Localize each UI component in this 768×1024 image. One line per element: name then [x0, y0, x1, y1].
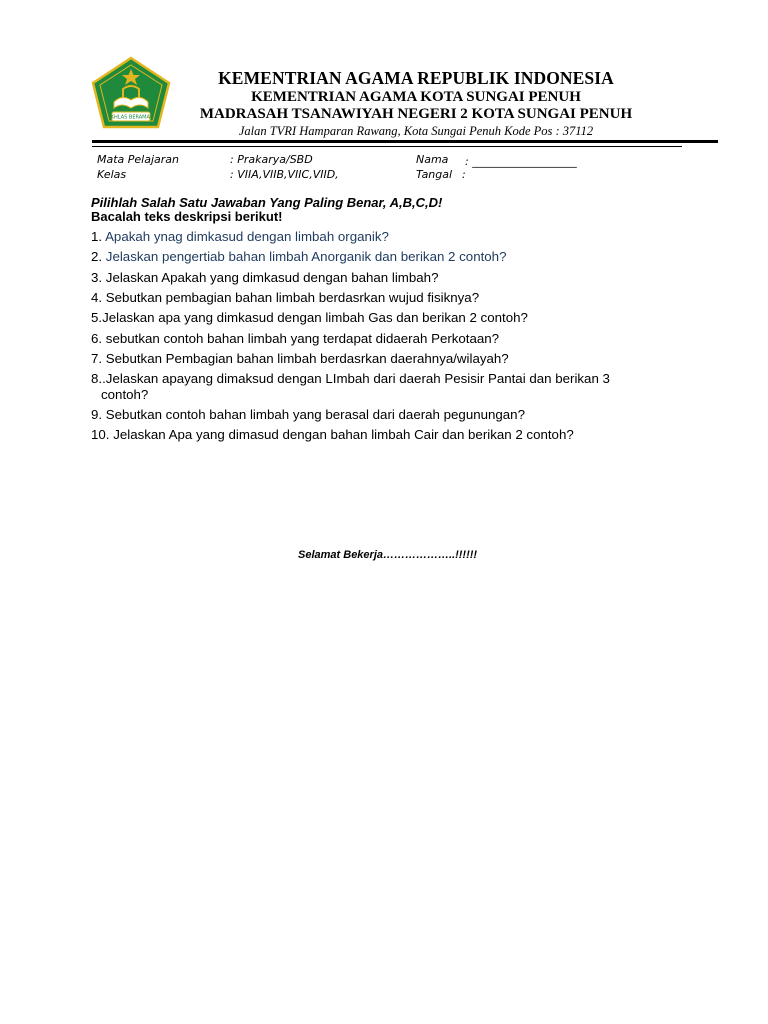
question-text: Apakah ynag dimkasud dengan limbah organik?: [105, 229, 389, 244]
header-divider: [92, 140, 718, 143]
question-item: [91, 407, 666, 423]
question-number: 10.: [91, 427, 110, 442]
instructions: [91, 196, 442, 224]
question-item: [91, 310, 666, 326]
closing-text: Selamat Bekerja………………..!!!!!!: [298, 549, 478, 561]
question-text: Jelaskan apa yang dimkasud dengan limbah Gas dan berikan 2 contoh?: [102, 310, 528, 325]
question-item: [91, 371, 666, 403]
name-field[interactable]: : ___________________: [465, 155, 577, 168]
question-item: [91, 351, 666, 367]
logo-banner-text: IKHLAS BERAMAL: [109, 114, 153, 121]
question-text: Jelaskan Apakah yang dimkasud dengan bahan limbah?: [105, 270, 439, 285]
question-number: 9.: [91, 407, 103, 422]
question-item: [91, 427, 666, 443]
class-label: Kelas: [97, 168, 127, 181]
question-number: 5.: [91, 310, 103, 325]
question-number: 1.: [91, 229, 103, 244]
question-text: Sebutkan pembagian bahan limbah berdasrkan wujud fisiknya?: [105, 290, 480, 305]
name-label: Nama: [416, 153, 449, 166]
question-item: [91, 270, 666, 286]
instruction-read: Bacalah teks deskripsi berikut!: [91, 209, 283, 224]
date-label: Tangal: [416, 168, 453, 181]
question-number: 2.: [91, 249, 103, 264]
question-number: 8..: [91, 371, 106, 386]
letterhead: [180, 68, 652, 139]
ministry-title: KEMENTRIAN AGAMA REPUBLIK INDONESIA: [218, 68, 614, 88]
question-number: 6.: [91, 331, 103, 346]
question-text: Sebutkan Pembagian bahan limbah berdasrkan daerahnya/wilayah?: [105, 351, 509, 366]
question-number: 4.: [91, 290, 103, 305]
question-number: 7.: [91, 351, 103, 366]
question-text-continued: contoh?: [101, 387, 149, 402]
question-item: [91, 290, 666, 306]
school-title: MADRASAH TSANAWIYAH NEGERI 2 KOTA SUNGAI PENUH: [199, 106, 633, 122]
question-text: Sebutkan contoh bahan limbah yang berasal dari daerah pegunungan?: [105, 407, 525, 422]
question-item: [91, 229, 666, 245]
question-item: [91, 249, 666, 265]
date-field[interactable]: :: [462, 168, 466, 181]
question-text: Jelaskan apayang dimaksud dengan LImbah dari daerah Pesisir Pantai dan berikan 3: [105, 371, 610, 386]
school-address: Jalan TVRI Hamparan Rawang, Kota Sungai Penuh Kode Pos : 37112: [238, 124, 594, 138]
question-text: sebutkan contoh bahan limbah yang terdapat didaerah Perkotaan?: [105, 331, 500, 346]
regional-office-title: KEMENTRIAN AGAMA KOTA SUNGAI PENUH: [251, 89, 581, 105]
question-item: [91, 331, 666, 347]
question-number: 3.: [91, 270, 103, 285]
subject-label: Mata Pelajaran: [97, 153, 180, 166]
class-value: : VIIA,VIIB,VIIC,VIID,: [230, 168, 339, 181]
header-divider-thin: [92, 146, 682, 147]
question-text: Jelaskan pengertiab bahan limbah Anorganik dan berikan 2 contoh?: [105, 249, 507, 264]
kemenag-emblem-icon: [90, 56, 172, 130]
instruction-choose: Pilihlah Salah Satu Jawaban Yang Paling Benar, A,B,C,D!: [91, 195, 443, 210]
subject-value: : Prakarya/SBD: [230, 153, 313, 166]
question-text: Jelaskan Apa yang dimasud dengan bahan limbah Cair dan berikan 2 contoh?: [113, 427, 574, 442]
